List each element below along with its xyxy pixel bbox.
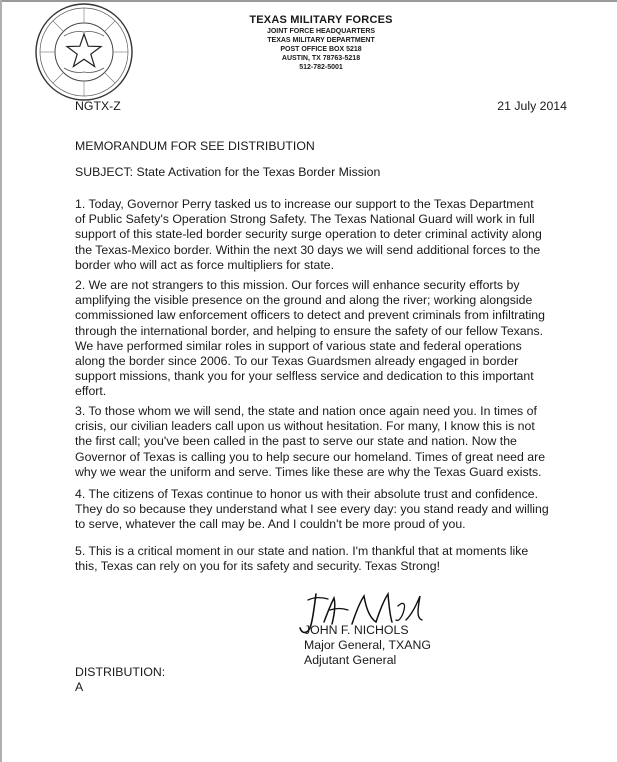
paragraph-line: Governor of Texas is calling you to help secure our homeland. Times of great need are: [75, 449, 546, 464]
paragraph-1: [75, 197, 575, 273]
paragraph-line: the first call; you've been called in the past to serve our state and nation. Now the: [75, 434, 517, 449]
distribution: [75, 665, 165, 695]
paragraph-3: [75, 404, 575, 480]
letterhead-line: AUSTIN, TX 78763-5218: [281, 55, 361, 62]
paragraph-line: the Texas-Mexico border. Within the next 30 days we will send additional forces to the: [75, 242, 541, 257]
paragraph-line: We have performed similar roles in support of various state and federal operations: [75, 338, 522, 353]
memo-subject: SUBJECT: State Activation for the Texas Border Mission: [75, 165, 381, 179]
signature-block: [304, 623, 431, 668]
paragraph-line: 2. We are not strangers to this mission. Our forces will enhance security efforts by: [75, 278, 520, 292]
signer-title: Adjutant General: [304, 653, 397, 667]
paragraph-5: [75, 544, 575, 574]
paragraph-line: why we wear the uniform and serve. Times like these are why the Texas Guard exists.: [75, 464, 542, 479]
memo-title: MEMORANDUM FOR SEE DISTRIBUTION: [75, 139, 315, 153]
office-symbol: NGTX-Z: [75, 99, 121, 113]
paragraph-line: through the international border, and helping to ensure the safety of our fellow Texans.: [75, 323, 544, 338]
state-seal-icon: [34, 2, 134, 102]
paragraph-line: along the border since 2006. To our Texas Guardsmen already engaged in border: [75, 354, 519, 369]
paragraph-4: [75, 487, 575, 533]
paragraph-line: 3. To those whom we will send, the state and nation once again need you. In times of: [75, 404, 537, 418]
letterhead-line: POST OFFICE BOX 5218: [280, 46, 362, 53]
paragraph-line: crisis, our civilian leaders call upon us without hesitation. For many, I know this is not: [75, 419, 535, 434]
signer-rank: Major General, TXANG: [304, 638, 431, 652]
paragraph-line: 5. This is a critical moment in our state and nation. I'm thankful that at moments like: [75, 544, 529, 558]
paragraph-line: border who will act as force multipliers for state.: [75, 257, 335, 272]
paragraph-line: of Public Safety's Operation Strong Safety. The Texas National Guard will work in full: [75, 212, 535, 227]
letterhead: [200, 14, 442, 72]
signer-name: JOHN F. NICHOLS: [304, 623, 409, 637]
paragraph-line: to serve, whatever the call may be. And I couldn't be more proud of you.: [75, 517, 466, 532]
memo-date: 21 July 2014: [497, 99, 567, 113]
paragraph-line: support missions, thank you for your selfless service and dedication to this important: [75, 369, 534, 384]
letterhead-line: JOINT FORCE HEADQUARTERS: [266, 28, 376, 35]
letterhead-line: TEXAS MILITARY DEPARTMENT: [267, 37, 375, 44]
paragraph-line: 1. Today, Governor Perry tasked us to increase our support to the Texas Department: [75, 197, 534, 211]
paragraph-line: amplifying the visible presence on the ground and along the river; working alongside: [75, 293, 533, 308]
paragraph-line: commissioned law enforcement officers to detect and prevent criminals from infiltrating: [75, 308, 545, 323]
paragraph-line: effort.: [75, 384, 107, 399]
letterhead-line: 512-782-5001: [299, 64, 343, 71]
distribution-value: A: [75, 680, 84, 694]
distribution-label: DISTRIBUTION:: [75, 665, 166, 679]
letterhead-org: TEXAS MILITARY FORCES: [249, 14, 393, 26]
paragraph-line: 4. The citizens of Texas continue to honor us with their absolute trust and confidence.: [75, 487, 539, 501]
paragraph-line: this, Texas can rely on you for its safety and security. Texas Strong!: [75, 559, 440, 574]
paragraph-line: They do so because they understand what I see every day: you stand ready and willing: [75, 502, 549, 517]
page-border-left: [0, 0, 2, 762]
paragraph-2: [75, 278, 575, 400]
paragraph-line: support of this state-led border security surge operation to deter criminal activity along: [75, 227, 542, 242]
